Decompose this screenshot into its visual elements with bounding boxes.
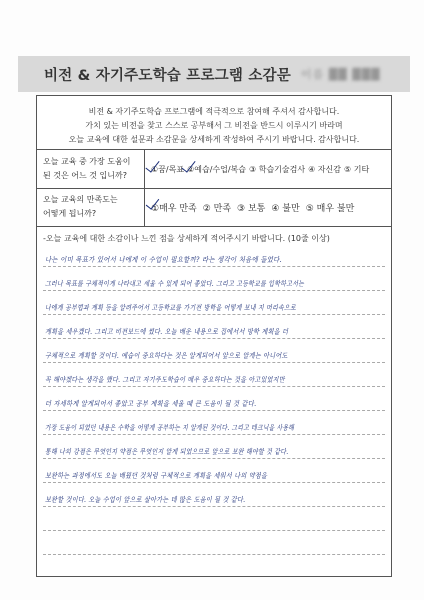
handwritten-line: 보완할 것이다. 오늘 수업이 앞으로 살아가는 데 많은 도움이 될 것 같다. (45, 495, 246, 504)
handwritten-line: 보완하는 과정에서도 오늘 배웠던 것처럼 구체적으로 계획을 세워서 나의 약점을 (45, 471, 268, 480)
option-other[interactable]: ⑤ 기타 (344, 164, 370, 174)
title-bar (18, 56, 410, 92)
handwritten-line: 나는 이미 목표가 있어서 나에게 이 수업이 필요할까? 라는 생각이 처음에 들었다. (45, 255, 282, 264)
option-neutral[interactable]: ③ 보통 (237, 203, 266, 214)
intro-line: 가치 있는 비전을 찾고 스스로 공부해서 그 비전을 반드시 이루시기 바라며 (85, 121, 343, 130)
question-label-line: 된 것은 어느 것 입니까? (43, 171, 127, 180)
option-very-satisfied[interactable]: ①매우 만족 (151, 201, 197, 214)
writing-line (43, 386, 385, 387)
question-label (37, 150, 145, 188)
option-satisfied[interactable]: ② 만족 (202, 203, 232, 214)
handwritten-line: 가장 도움이 되었던 내용은 수학을 어떻게 공부하는 지 알게된 것이다. 그리고 테크닉을 사용해 (45, 423, 295, 432)
handwritten-line: 계획을 세우겠다. 그리고 비전보드에 썼다. 오늘 배운 내용으로 집에서서 방학 계획을 더 (45, 327, 289, 336)
question-row-helpful (37, 150, 391, 189)
question-row-satisfaction (37, 188, 391, 227)
handwritten-line: 그러나 목표를 구체적이게 나타내고 세울 수 있게 되어 좋았다. 그리고 고등학교를 입학하고서는 (45, 279, 305, 288)
handwritten-line: 꼭 해야겠다는 생각을 했다. 그리고 자기주도학습이 매우 중요하다는 것을 아고있었지만 (45, 375, 285, 384)
handwritten-line: 통해 나의 강점은 무엇인지 약점은 무엇인지 알게 되었으므로 앞으로 보완 해야할 것 같다. (45, 447, 289, 456)
page-title: 비전 & 자기주도학습 프로그램 소감문 (44, 67, 291, 84)
intro-line: 오늘 교육에 대한 설문과 소감문을 상세하게 작성하여 주시기 바랍니다. 감사합니다. (68, 135, 360, 144)
option-very-dissatisfied[interactable]: ⑤ 매우 불만 (305, 203, 355, 214)
intro-line: 비전 & 자기주도학습 프로그램에 적극적으로 참여해 주셔서 감사합니다. (88, 107, 340, 116)
redacted-name: 이름 ▓▓ ▓▓▓ (300, 68, 381, 81)
answer-options (147, 188, 391, 226)
option-dissatisfied[interactable]: ④ 불만 (271, 203, 300, 214)
question-label-line: 어떻게 됩니까? (43, 209, 97, 218)
handwritten-line: 더 자세하게 알게되어서 좋았고 공부 계획을 세울 때 큰 도움이 될 것 같다. (45, 399, 257, 408)
writing-line (43, 266, 385, 267)
writing-line (43, 410, 385, 411)
handwritten-line: 구체적으로 계획할 것이다. 예습이 중요하다는 것은 알게되어서 앞으로 알게는 아니어도 (45, 351, 288, 360)
writing-line (43, 458, 385, 459)
writing-line (43, 482, 385, 483)
writing-line (43, 506, 385, 507)
survey-form (36, 95, 392, 577)
question-label (37, 188, 145, 226)
writing-line (43, 554, 385, 555)
writing-line (43, 434, 385, 435)
option-preview-class-review[interactable]: ②예습/수업/복습 (187, 164, 246, 174)
question-label-line: 오늘 교육 중 가장 도움이 (43, 157, 131, 166)
writing-line (43, 314, 385, 315)
handwritten-line: 나에게 공부법과 계획 등을 알려주어서 고등학교를 가기전 방학을 어떻게 보내 지 머리속으로 (45, 303, 297, 312)
essay-prompt: -오늘 교육에 대한 소감이나 느낀 점을 상세하게 적어주시기 바랍니다. (10줄 이상) (43, 234, 330, 243)
option-study-skills-test[interactable]: ③ 학습기술검사 (249, 164, 306, 174)
writing-line (43, 530, 385, 531)
intro-box (37, 96, 391, 150)
writing-line (43, 338, 385, 339)
option-confidence[interactable]: ④ 자신감 (308, 164, 341, 174)
option-dream-goal[interactable]: ①꿈/목표 (151, 164, 185, 174)
writing-line (43, 362, 385, 363)
question-label-line: 오늘 교육의 만족도는 (43, 195, 118, 204)
writing-line (43, 290, 385, 291)
answer-options (147, 150, 391, 188)
